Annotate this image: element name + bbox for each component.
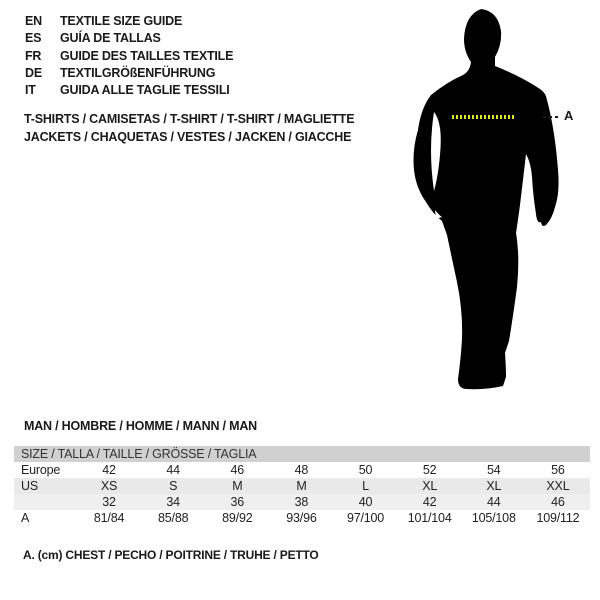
table-cell: 44	[487, 495, 501, 509]
language-code: DE	[25, 65, 42, 80]
table-cell: XL	[422, 479, 438, 493]
language-row-it	[25, 82, 233, 99]
table-cell: 46	[230, 463, 245, 477]
man-silhouette	[405, 5, 575, 395]
language-label: GUÍA DE TALLAS	[60, 31, 161, 46]
size-table	[14, 446, 590, 526]
table-cell: S	[169, 479, 178, 493]
language-label: TEXTILE SIZE GUIDE	[60, 14, 183, 28]
table-cell: 97/100	[347, 511, 385, 525]
language-list	[25, 13, 233, 99]
language-code: ES	[25, 31, 42, 46]
measure-label-a: A	[564, 108, 574, 123]
language-row-en	[25, 13, 233, 30]
category-list	[24, 110, 354, 146]
table-cell: 93/96	[286, 511, 317, 525]
table-cell: 52	[422, 463, 437, 477]
table-cell: 42	[422, 495, 437, 509]
table-cell: 42	[102, 463, 116, 477]
table-cell: L	[362, 479, 369, 493]
man-silhouette-body	[414, 9, 559, 389]
table-cell: 81/84	[93, 511, 125, 525]
language-code: IT	[25, 83, 36, 98]
table-row-alt-sizes	[14, 494, 590, 510]
chest-measure-line	[452, 115, 514, 119]
section-heading-man: MAN / HOMBRE / HOMME / MANN / MAN	[24, 419, 257, 433]
language-row-de	[25, 65, 233, 82]
table-cell: 44	[166, 463, 180, 477]
language-row-fr	[25, 48, 233, 65]
size-table-header: SIZE / TALLA / TAILLE / GRÖSSE / TAGLIA	[14, 446, 590, 462]
table-cell: 50	[358, 463, 373, 477]
table-cell: XS	[100, 479, 118, 493]
language-label: GUIDE DES TAILLES TEXTILE	[60, 48, 234, 63]
table-cell: 40	[358, 495, 373, 509]
table-cell: M	[232, 479, 243, 493]
table-cell: M	[296, 479, 307, 493]
row-label: Europe	[21, 463, 61, 477]
table-cell: 105/108	[471, 511, 516, 525]
table-cell: 56	[551, 463, 565, 477]
table-row-chest-cm	[14, 510, 590, 526]
table-cell: 85/88	[158, 511, 189, 525]
table-cell: 109/112	[536, 511, 580, 525]
table-cell: 36	[230, 495, 245, 509]
measure-leader-dashes	[543, 116, 560, 118]
language-label: TEXTILGRÖßENFÜHRUNG	[60, 65, 216, 80]
table-cell: XL	[486, 479, 502, 493]
language-code: FR	[25, 48, 42, 63]
row-label	[14, 494, 77, 510]
table-cell: 34	[166, 495, 180, 509]
table-cell: 101/104	[407, 511, 452, 525]
language-row-es	[25, 30, 233, 47]
table-cell: 46	[551, 495, 565, 509]
language-code: EN	[25, 14, 42, 28]
category-line-tshirts: T-SHIRTS / CAMISETAS / T-SHIRT / T-SHIRT / MAGLIETTE	[24, 112, 355, 126]
table-cell: 38	[294, 495, 309, 509]
table-row-us	[14, 478, 590, 494]
row-label: US	[21, 479, 38, 493]
table-row-europe	[14, 462, 590, 478]
table-cell: XXL	[546, 479, 570, 493]
language-label: GUIDA ALLE TAGLIE TESSILI	[60, 83, 230, 98]
table-cell: 48	[294, 463, 309, 477]
table-cell: 89/92	[222, 511, 253, 525]
measurement-footnote: A. (cm) CHEST / PECHO / POITRINE / TRUHE / PETTO	[23, 548, 319, 562]
table-cell: 32	[102, 495, 116, 509]
category-line-jackets: JACKETS / CHAQUETAS / VESTES / JACKEN / GIACCHE	[24, 130, 352, 144]
row-label: A	[21, 511, 30, 525]
table-cell: 54	[487, 463, 501, 477]
